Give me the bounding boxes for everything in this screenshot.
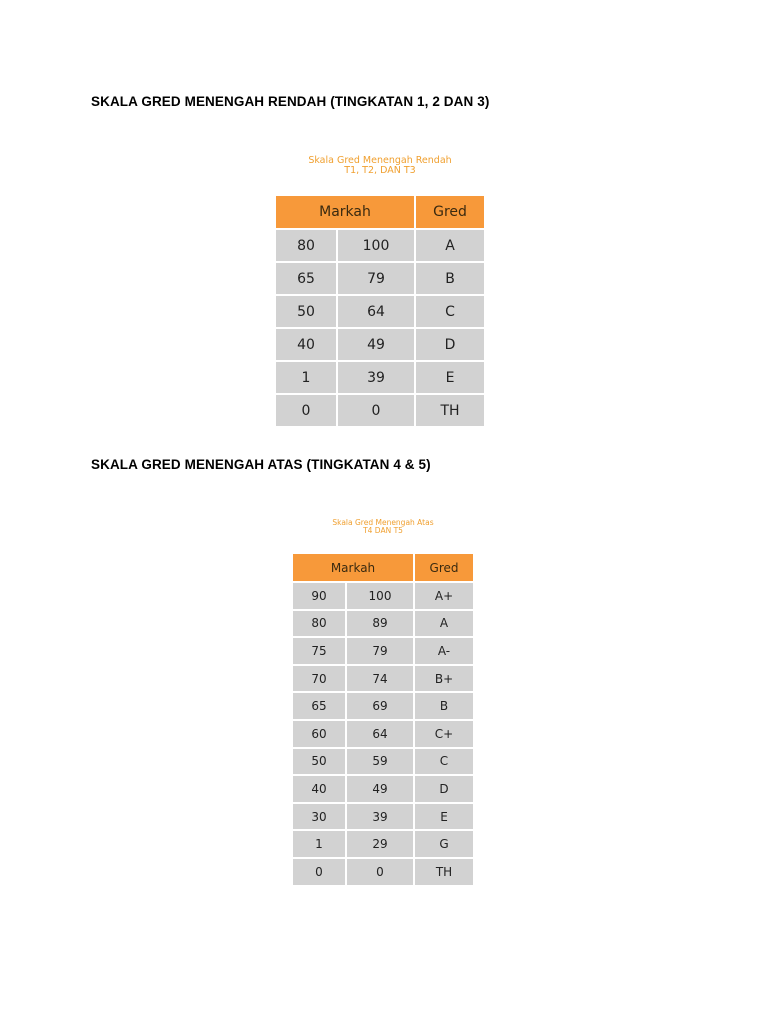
caption-title: Skala Gred Menengah Rendah xyxy=(308,155,452,166)
markah-min-cell: 0 xyxy=(293,859,347,887)
caption-subtitle: T1, T2, DAN T3 xyxy=(344,165,416,177)
gred-cell: D xyxy=(415,776,473,804)
markah-min-cell: 30 xyxy=(293,804,347,832)
gred-cell: G xyxy=(415,831,473,859)
table-row xyxy=(293,638,473,666)
table-row xyxy=(293,583,473,611)
grade-table-upper-secondary xyxy=(293,554,473,887)
gred-cell: C xyxy=(416,296,484,329)
markah-max-cell: 64 xyxy=(347,721,415,749)
table-row xyxy=(293,666,473,694)
markah-max-cell: 39 xyxy=(338,362,416,395)
gred-cell: A- xyxy=(415,638,473,666)
markah-min-cell: 60 xyxy=(293,721,347,749)
table-header-row xyxy=(276,196,484,230)
markah-max-cell: 79 xyxy=(347,638,415,666)
markah-min-cell: 65 xyxy=(293,693,347,721)
header-markah: Markah xyxy=(276,196,416,230)
gred-cell: A xyxy=(415,611,473,639)
gred-cell: TH xyxy=(416,395,484,428)
table-row xyxy=(276,296,484,329)
table-row xyxy=(293,721,473,749)
markah-max-cell: 79 xyxy=(338,263,416,296)
markah-min-cell: 40 xyxy=(293,776,347,804)
header-gred: Gred xyxy=(415,554,473,583)
markah-max-cell: 49 xyxy=(338,329,416,362)
markah-max-cell: 74 xyxy=(347,666,415,694)
markah-max-cell: 0 xyxy=(338,395,416,428)
table-header-row xyxy=(293,554,473,583)
table-row xyxy=(293,804,473,832)
gred-cell: A+ xyxy=(415,583,473,611)
markah-max-cell: 100 xyxy=(338,230,416,263)
gred-cell: B xyxy=(416,263,484,296)
markah-max-cell: 69 xyxy=(347,693,415,721)
markah-min-cell: 70 xyxy=(293,666,347,694)
markah-max-cell: 29 xyxy=(347,831,415,859)
markah-min-cell: 80 xyxy=(276,230,338,263)
table-row xyxy=(276,362,484,395)
caption-title: Skala Gred Menengah Atas xyxy=(332,518,434,527)
markah-min-cell: 80 xyxy=(293,611,347,639)
markah-min-cell: 1 xyxy=(293,831,347,859)
gred-cell: E xyxy=(415,804,473,832)
gred-cell: D xyxy=(416,329,484,362)
table-row xyxy=(276,263,484,296)
gred-cell: E xyxy=(416,362,484,395)
table-row xyxy=(293,831,473,859)
section-heading-lower-secondary: SKALA GRED MENENGAH RENDAH (TINGKATAN 1, 2 DAN 3) xyxy=(91,94,490,109)
caption-subtitle: T4 DAN T5 xyxy=(363,526,403,536)
table-row xyxy=(276,395,484,428)
markah-min-cell: 50 xyxy=(293,749,347,777)
table-caption-upper-secondary xyxy=(293,519,473,536)
markah-max-cell: 49 xyxy=(347,776,415,804)
markah-max-cell: 59 xyxy=(347,749,415,777)
table-row xyxy=(293,859,473,887)
table-row xyxy=(276,329,484,362)
gred-cell: B xyxy=(415,693,473,721)
gred-cell: TH xyxy=(415,859,473,887)
markah-max-cell: 39 xyxy=(347,804,415,832)
markah-min-cell: 1 xyxy=(276,362,338,395)
markah-min-cell: 50 xyxy=(276,296,338,329)
table-row xyxy=(293,749,473,777)
table-row xyxy=(293,693,473,721)
header-markah: Markah xyxy=(293,554,415,583)
gred-cell: B+ xyxy=(415,666,473,694)
markah-min-cell: 40 xyxy=(276,329,338,362)
grade-table-lower-secondary xyxy=(276,196,484,428)
markah-min-cell: 0 xyxy=(276,395,338,428)
table-body xyxy=(276,230,484,428)
markah-max-cell: 0 xyxy=(347,859,415,887)
markah-max-cell: 89 xyxy=(347,611,415,639)
table-body xyxy=(293,583,473,887)
gred-cell: A xyxy=(416,230,484,263)
markah-min-cell: 90 xyxy=(293,583,347,611)
markah-min-cell: 75 xyxy=(293,638,347,666)
gred-cell: C+ xyxy=(415,721,473,749)
table-row xyxy=(293,776,473,804)
table-row xyxy=(293,611,473,639)
markah-max-cell: 64 xyxy=(338,296,416,329)
section-heading-upper-secondary: SKALA GRED MENENGAH ATAS (TINGKATAN 4 & 5) xyxy=(91,457,431,472)
table-caption-lower-secondary xyxy=(276,156,484,177)
gred-cell: C xyxy=(415,749,473,777)
markah-min-cell: 65 xyxy=(276,263,338,296)
markah-max-cell: 100 xyxy=(347,583,415,611)
table-row xyxy=(276,230,484,263)
header-gred: Gred xyxy=(416,196,484,230)
